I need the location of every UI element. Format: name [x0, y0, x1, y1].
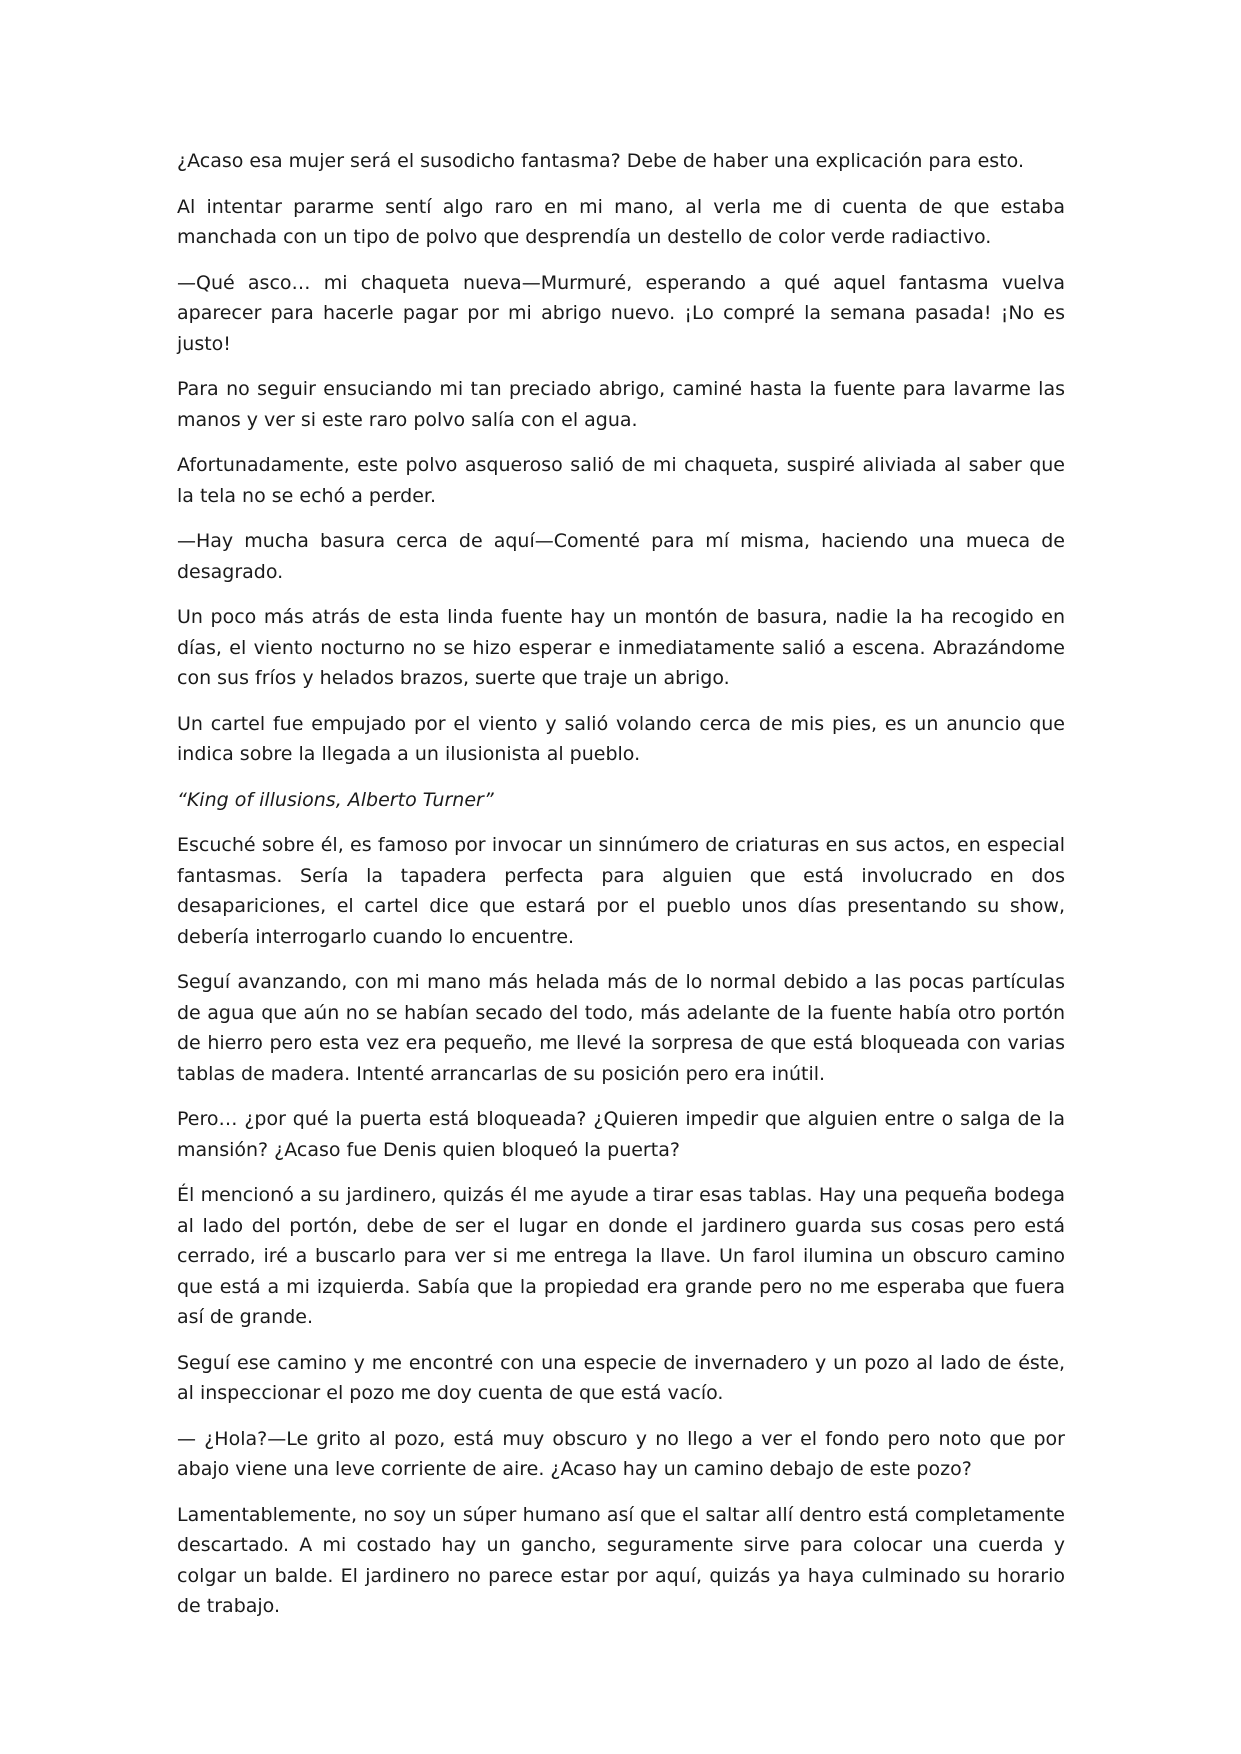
paragraph: —Qué asco… mi chaqueta nueva—Murmuré, esperando a qué aquel fantasma vuelva aparecer para hacerle pagar por mi abrigo nuevo. ¡Lo compré la semana pasada! ¡No es justo! [177, 271, 1065, 355]
paragraph: Escuché sobre él, es famoso por invocar un sinnúmero de criaturas en sus actos, en especial fantasmas. Sería la tapadera perfecta para alguien que está involucrado en dos desapariciones, el cartel dice que estará por el pueblo unos días presentando su show, debería interrogarlo cuando lo encuentre. [177, 834, 1065, 948]
paragraph: — ¿Hola?—Le grito al pozo, está muy obscuro y no llego a ver el fondo pero noto que por abajo viene una leve corriente de aire. ¿Acaso hay un camino debajo de este pozo? [177, 1427, 1065, 1480]
paragraph: —Hay mucha basura cerca de aquí—Comenté para mí misma, haciendo una mueca de desagrado. [177, 530, 1065, 583]
paragraph: Lamentablemente, no soy un súper humano así que el saltar allí dentro está completamente descartado. A mi costado hay un gancho, seguramente sirve para colocar una cuerda y colgar un balde. El jardinero no parece estar por aquí, quizás ya haya culminado su horario de trabajo. [177, 1503, 1065, 1617]
paragraph: Pero… ¿por qué la puerta está bloqueada? ¿Quieren impedir que alguien entre o salga de la mansión? ¿Acaso fue Denis quien bloqueó la puerta? [177, 1108, 1065, 1161]
paragraph: Al intentar pararme sentí algo raro en mi mano, al verla me di cuenta de que estaba manchada con un tipo de polvo que desprendía un destello de color verde radiactivo. [177, 195, 1065, 248]
paragraph: Él mencionó a su jardinero, quizás él me ayude a tirar esas tablas. Hay una pequeña bodega al lado del portón, debe de ser el lugar en donde el jardinero guarda sus cosas pero está cerrado, iré a buscarlo para ver si me entrega la llave. Un farol ilumina un obscuro camino que está a mi izquierda. Sabía que la propiedad era grande pero no me esperaba que fuera así de grande. [177, 1184, 1065, 1328]
paragraph: Para no seguir ensuciando mi tan preciado abrigo, caminé hasta la fuente para lavarme las manos y ver si este raro polvo salía con el agua. [177, 378, 1065, 431]
paragraph: Seguí ese camino y me encontré con una especie de invernadero y un pozo al lado de éste, al inspeccionar el pozo me doy cuenta de que está vacío. [177, 1351, 1065, 1404]
paragraph: Seguí avanzando, con mi mano más helada más de lo normal debido a las pocas partículas de agua que aún no se habían secado del todo, más adelante de la fuente había otro portón de hierro pero esta vez era pequeño, me llevé la sorpresa de que está bloqueada con varias tablas de madera. Intenté arrancarlas de su posición pero era inútil. [177, 971, 1065, 1085]
paragraph: ¿Acaso esa mujer será el susodicho fantasma? Debe de haber una explicación para esto. [177, 150, 1024, 172]
poster-quote: “King of illusions, Alberto Turner” [177, 788, 494, 811]
document-body [177, 146, 1065, 1637]
paragraph: Un cartel fue empujado por el viento y salió volando cerca de mis pies, es un anuncio que indica sobre la llegada a un ilusionista al pueblo. [177, 712, 1065, 765]
paragraph: Un poco más atrás de esta linda fuente hay un montón de basura, nadie la ha recogido en días, el viento nocturno no se hizo esperar e inmediatamente salió a escena. Abrazándome con sus fríos y helados brazos, suerte que traje un abrigo. [177, 606, 1065, 689]
paragraph: Afortunadamente, este polvo asqueroso salió de mi chaqueta, suspiré aliviada al saber que la tela no se echó a perder. [177, 454, 1065, 507]
